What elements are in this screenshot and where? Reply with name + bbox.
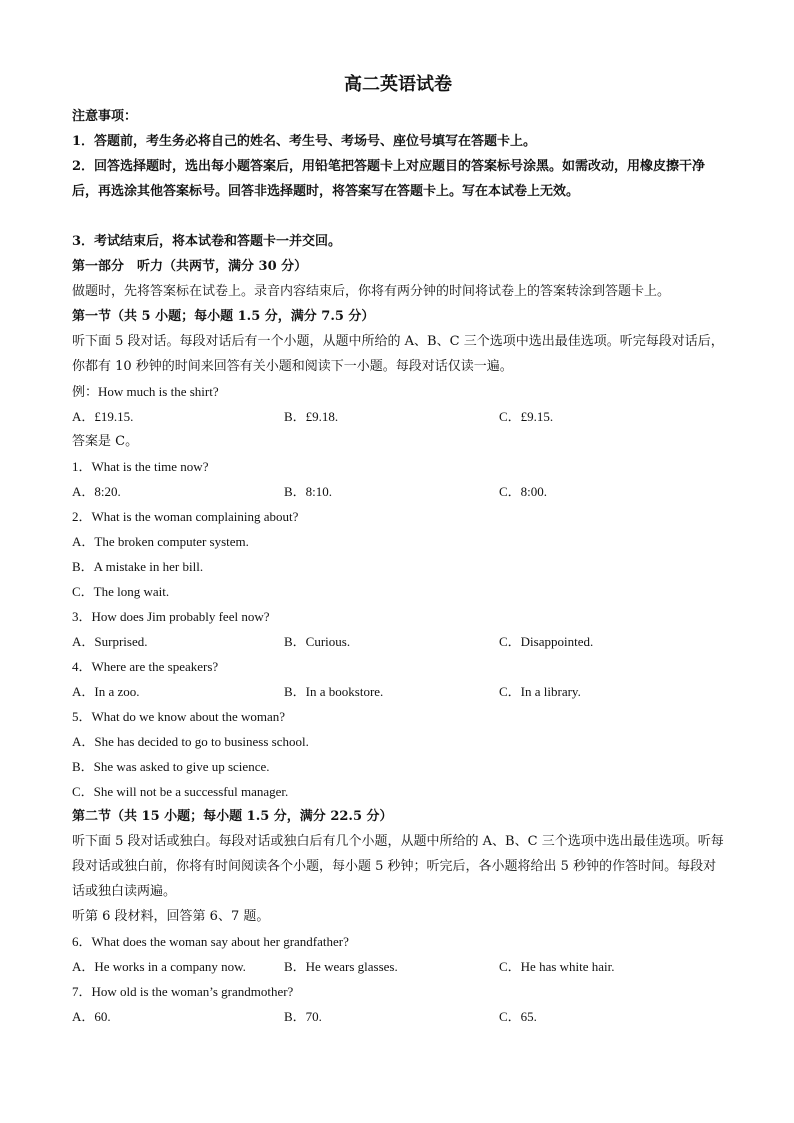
- question-6: 6．What does the woman say about her grandfather?: [72, 934, 349, 949]
- q5-option-c: C．She will not be a successful manager.: [72, 784, 289, 799]
- example-option-a: A．£19.15.: [72, 409, 134, 424]
- section1-instructions: 听下面 5 段对话。每段对话后有一个小题，从题中所给的 A、B、C 三个选项中选出最佳选项。听完每段对话后，你都有 10 秒钟的时间来回答有关小题和阅读下一小题。每段对话仅读一遍。: [72, 334, 724, 374]
- example-answer: 答案是 C。: [72, 434, 139, 449]
- question-6-options: [72, 954, 724, 979]
- q7-option-a: A．60.: [72, 1009, 111, 1024]
- question-5: 5．What do we know about the woman?: [72, 709, 286, 724]
- q4-option-c: C．In a library.: [499, 684, 581, 699]
- q3-option-b: B．Curious.: [284, 634, 351, 649]
- question-4: 4．Where are the speakers?: [72, 659, 219, 674]
- exam-page: [72, 72, 724, 1029]
- part1-intro: 做题时，先将答案标在试卷上。录音内容结束后，你将有两分钟的时间将试卷上的答案转涂到答题卡上。: [72, 284, 671, 299]
- section2-instructions: 听下面 5 段对话或独白。每段对话或独白后有几个小题，从题中所给的 A、B、C 三个选项中选出最佳选项。听每段对话或独白前，你将有时间阅读各个小题，每小题 5 秒钟；听完后，各小题将给出 5 秒钟的作答时间。每段对话或独白读两遍。: [72, 834, 724, 899]
- q2-option-c: C．The long wait.: [72, 584, 170, 599]
- question-3: 3．How does Jim probably feel now?: [72, 609, 270, 624]
- notice-item-3: 3．考试结束后，将本试卷和答题卡一并交回。: [72, 234, 342, 249]
- q2-option-b: B．A mistake in her bill.: [72, 559, 204, 574]
- q6-option-b: B．He wears glasses.: [284, 959, 398, 974]
- notice-heading: 注意事项：: [72, 109, 138, 124]
- material-6-note: 听第 6 段材料，回答第 6、7 题。: [72, 909, 270, 924]
- page-title: 高二英语试卷: [344, 74, 452, 95]
- q7-option-b: B．70.: [284, 1009, 322, 1024]
- notice-item-1: 1．答题前，考生务必将自己的姓名、考生号、考场号、座位号填写在答题卡上。: [72, 134, 537, 149]
- q6-option-c: C．He has white hair.: [499, 959, 615, 974]
- q1-option-b: B．8:10.: [284, 484, 333, 499]
- notice-item-2: 2．回答选择题时，选出每小题答案后，用铅笔把答题卡上对应题目的答案标号涂黑。如需改动，用橡皮擦干净后，再选涂其他答案标号。回答非选择题时，将答案写在答题卡上。写在本试卷上无效。: [72, 159, 706, 199]
- example-option-b: B．£9.18.: [284, 409, 339, 424]
- example-options: [72, 404, 724, 429]
- section2-heading: 第二节（共 15 小题；每小题 1.5 分，满分 22.5 分）: [72, 809, 393, 824]
- section1-heading: 第一节（共 5 小题；每小题 1.5 分，满分 7.5 分）: [72, 309, 375, 324]
- q1-option-c: C．8:00.: [499, 484, 548, 499]
- q5-option-a: A．She has decided to go to business school.: [72, 734, 309, 749]
- question-7-options: [72, 1004, 724, 1029]
- q2-option-a: A．The broken computer system.: [72, 534, 249, 549]
- question-4-options: [72, 679, 724, 704]
- q4-option-a: A．In a zoo.: [72, 684, 140, 699]
- question-1: 1．What is the time now?: [72, 459, 209, 474]
- q7-option-c: C．65.: [499, 1009, 537, 1024]
- example-question: 例：How much is the shirt?: [72, 384, 219, 399]
- q5-option-b: B．She was asked to give up science.: [72, 759, 270, 774]
- question-7: 7．How old is the woman’s grandmother?: [72, 984, 294, 999]
- q6-option-a: A．He works in a company now.: [72, 959, 246, 974]
- example-option-c: C．£9.15.: [499, 409, 554, 424]
- question-3-options: [72, 629, 724, 654]
- q3-option-c: C．Disappointed.: [499, 634, 594, 649]
- q4-option-b: B．In a bookstore.: [284, 684, 384, 699]
- part1-heading: 第一部分 听力（共两节，满分 30 分）: [72, 259, 308, 274]
- question-1-options: [72, 479, 724, 504]
- question-2: 2．What is the woman complaining about?: [72, 509, 299, 524]
- q1-option-a: A．8:20.: [72, 484, 121, 499]
- q3-option-a: A．Surprised.: [72, 634, 148, 649]
